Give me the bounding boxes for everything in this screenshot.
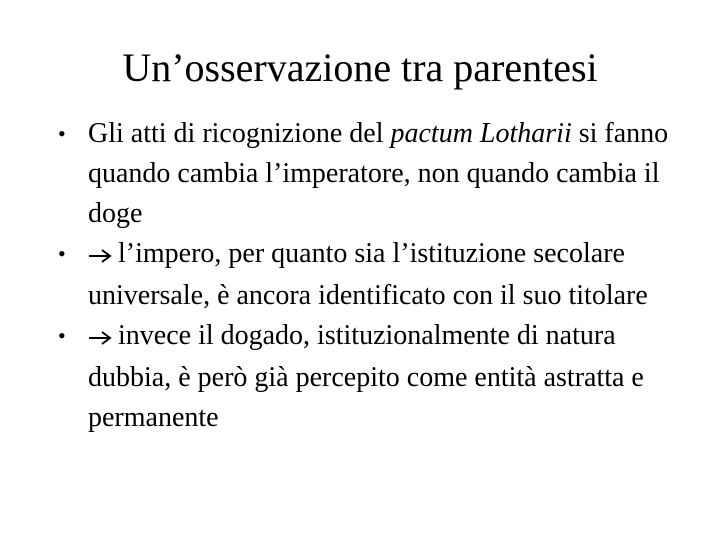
bullet-text-start: Gli atti di ricognizione del bbox=[88, 118, 391, 149]
bullet-item-3 bbox=[58, 316, 688, 438]
bullet-text-italic: pactum Lotharii bbox=[390, 118, 572, 149]
bullet-marker: • bbox=[58, 323, 66, 348]
bullet-text-end: si fanno quando cambia l’imperatore, non quando cambia il doge bbox=[88, 118, 669, 229]
bullet-text: invece il dogado, istituzionalmente di natura dubbia, è però già percepito come entità astratta e permanente bbox=[88, 320, 644, 433]
bullet-item-1 bbox=[58, 114, 688, 234]
bullet-marker: • bbox=[58, 241, 66, 266]
right-arrow-icon bbox=[88, 318, 112, 358]
bullet-item-2 bbox=[58, 234, 688, 316]
bullet-list bbox=[58, 114, 688, 438]
bullet-text: l’impero, per quanto sia l’istituzione secolare universale, è ancora identificato con il suo titolare bbox=[88, 238, 648, 311]
bullet-marker: • bbox=[58, 121, 66, 146]
slide-title: Un’osservazione tra parentesi bbox=[122, 45, 598, 90]
right-arrow-icon bbox=[88, 236, 112, 276]
